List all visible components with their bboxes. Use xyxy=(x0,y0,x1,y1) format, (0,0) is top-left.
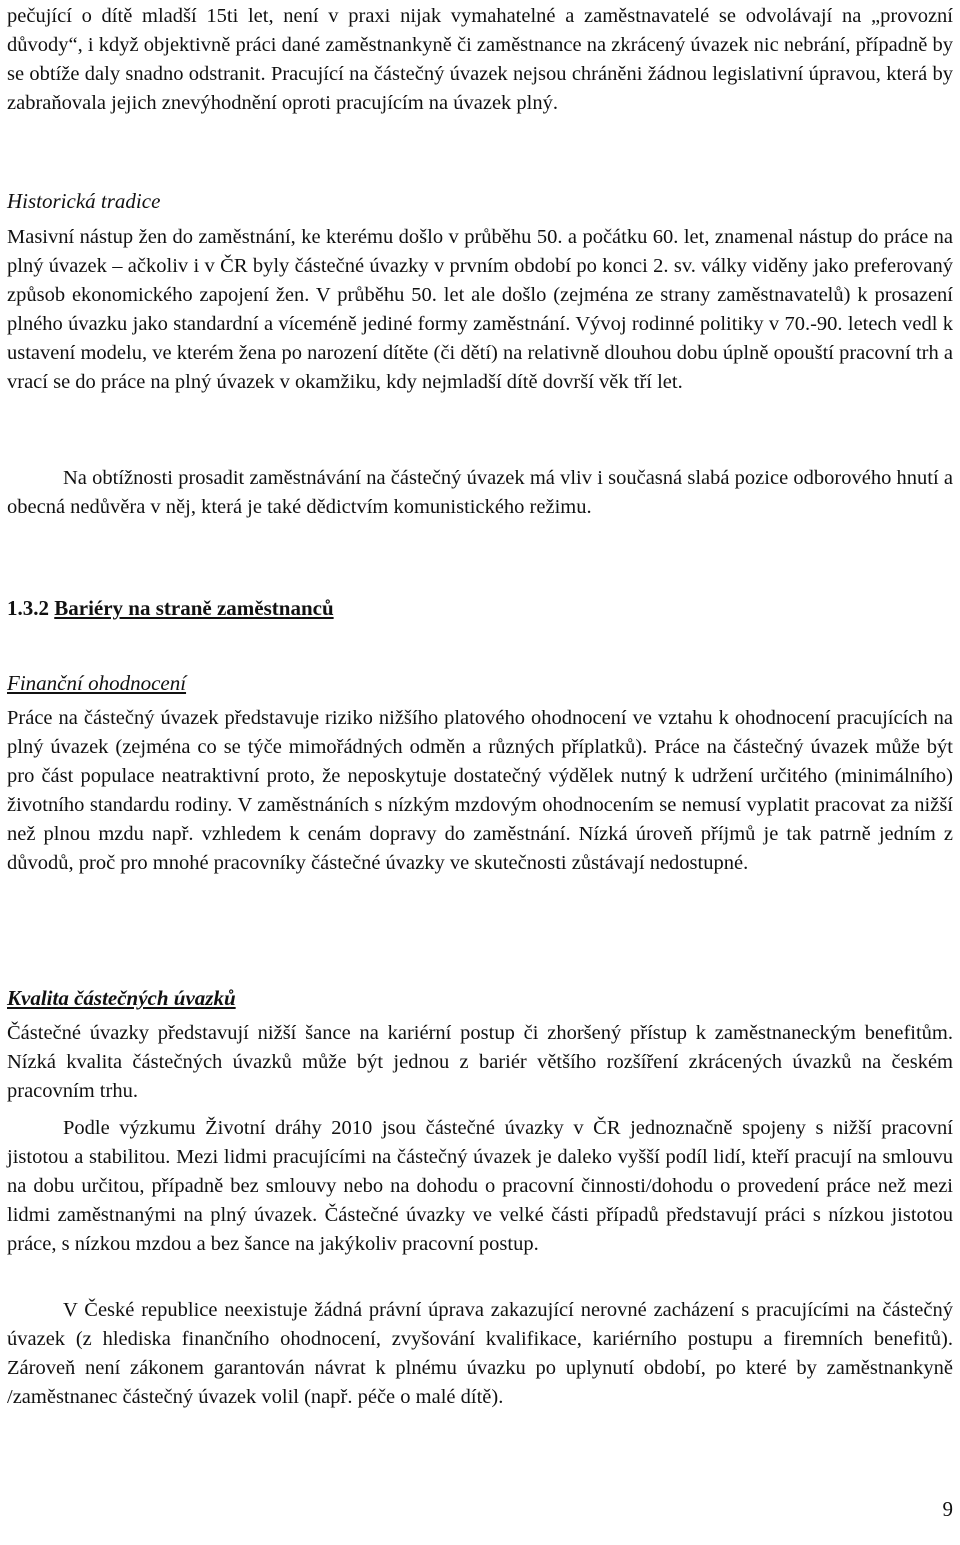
heading-kvalita-uvazku: Kvalita částečných úvazků xyxy=(7,986,236,1010)
section-heading xyxy=(7,594,334,623)
paragraph-historicka-2: Na obtížnosti prosadit zaměstnávání na částečný úvazek má vliv i současná slabá pozice odborového hnutí a obecná nedůvěra v něj, která je také dědictvím komunistického režimu. xyxy=(7,467,953,519)
section-title: Bariéry na straně zaměstnanců xyxy=(54,596,334,620)
heading-financni-ohodnoceni: Finanční ohodnocení xyxy=(7,671,187,695)
page-number: 9 xyxy=(942,1497,953,1521)
paragraph-intro: pečující o dítě mladší 15ti let, není v praxi nijak vymahatelné a zaměstnavatelé se odvolávají na „provozní důvody“, i když objektivně práci dané zaměstnankyně či zaměstnance na zkrácený úvazek nic nebrání, případně by se obtíže daly snadno odstranit. Pracující na částečný úvazek nejsou chráněni žádnou legislativní úpravou, která by zabraňovala jejich znevýhodnění oproti pracujícím na úvazek plný. xyxy=(7,5,953,115)
paragraph-historicka-1: Masivní nástup žen do zaměstnání, ke kterému došlo v průběhu 50. a počátku 60. let, znamenal nástup do práce na plný úvazek – ačkoliv i v ČR byly částečné úvazky v prvním období po konci 2. sv. války viděny jako preferovaný způsob ekonomického zapojení žen. V průběhu 50. let ale došlo (zejména ze strany zaměstnavatelů) k prosazení plného úvazku jako standardní a víceméně jediné formy zaměstnání. Vývoj rodinné politiky v 70.-90. letech vedl k ustavení modelu, ve kterém žena po narození dítěte (či dětí) na relativně dlouhou dobu úplně opouští pracovní trh a vrací se do práce na plný úvazek v okamžiku, kdy nejmladší dítě dovrší věk tří let. xyxy=(7,226,953,394)
paragraph-kvalita-1: Částečné úvazky představují nižší šance na kariérní postup či zhoršený přístup k zaměstnaneckým benefitům. Nízká kvalita částečných úvazků může být jednou z bariér většího rozšíření zkrácených úvazků na českém pracovním trhu. xyxy=(7,1022,953,1103)
section-number: 1.3.2 xyxy=(7,596,49,620)
paragraph-kvalita-3: V České republice neexistuje žádná právní úprava zakazující nerovné zacházení s pracujícími na částečný úvazek (z hlediska finančního ohodnocení, zvyšování kvalifikace, kariérního postupu a firemních benefitů). Zároveň není zákonem garantován návrat k plnému úvazku po uplynutí období, po které by zaměstnankyně /zaměstnanec částečný úvazek volil (např. péče o malé dítě). xyxy=(7,1299,953,1409)
paragraph-kvalita-2: Podle výzkumu Životní dráhy 2010 jsou částečné úvazky v ČR jednoznačně spojeny s nižší pracovní jistotou a stabilitou. Mezi lidmi pracujícími na částečný úvazek je daleko vyšší podíl lidí, kteří pracují na smlouvu na dobu určitou, případně bez smlouvy nebo na dohodu o pracovní činnosti/dohodu o provedení práce než mezi lidmi zaměstnanými na plný úvazek. Částečné úvazky ve velké části případů představují práci s nízkou jistotou práce, s nízkou mzdou a bez šance na jakýkoliv pracovní postup. xyxy=(7,1117,953,1256)
paragraph-financni: Práce na částečný úvazek představuje riziko nižšího platového ohodnocení ve vztahu k ohodnocení pracujících na plný úvazek (zejména co se týče mimořádných odměn a různých příplatků). Práce na částečný úvazek může být pro část populace neatraktivní proto, že neposkytuje dostatečný výdělek nutný k udržení určitého (minimálního) životního standardu rodiny. V zaměstnáních s nízkým mzdovým ohodnocením se nemusí vyplatit pracovat za nižší než plnou mzdu např. vzhledem k cenám dopravy do zaměstnání. Nízká úroveň příjmů je tak patrně jedním z důvodů, proč pro mnohé pracovníky částečné úvazky ve skutečnosti zůstávají nedostupné. xyxy=(7,707,953,875)
heading-historicka-tradice: Historická tradice xyxy=(7,189,161,213)
